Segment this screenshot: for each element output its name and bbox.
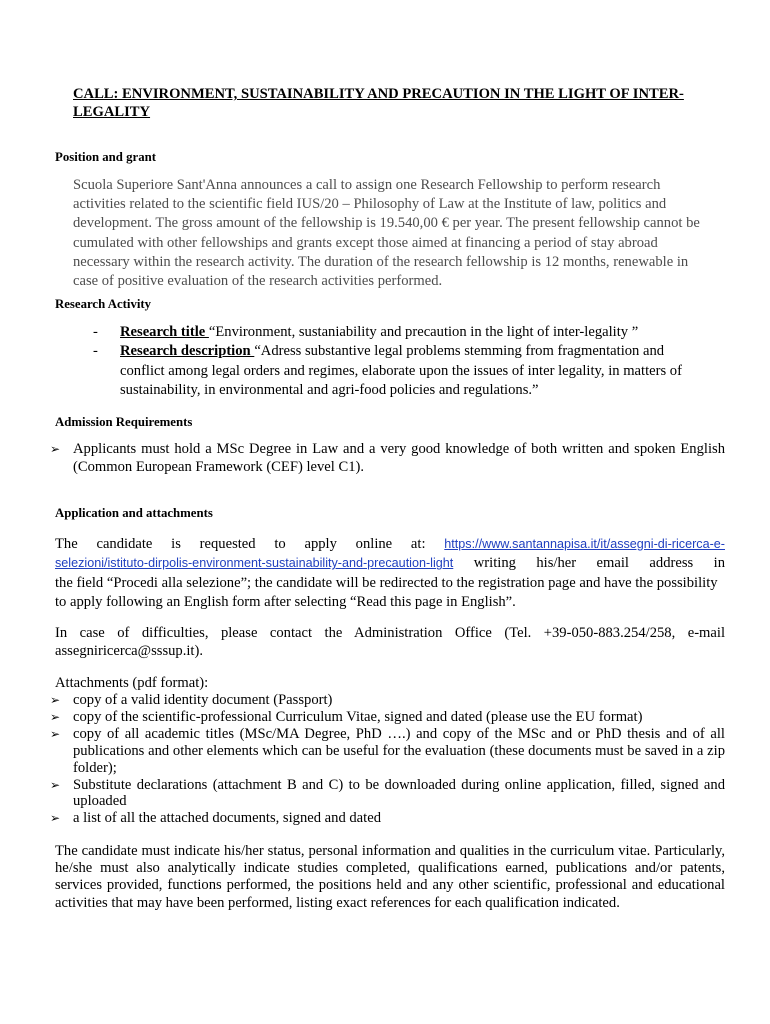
attachment-item	[50, 709, 725, 726]
attachments-list	[50, 692, 725, 827]
heading-admission-requirements: Admission Requirements	[55, 415, 193, 429]
application-link-part-2[interactable]: selezioni/istituto-dirpolis-environment-sustainability-and-precaution-light	[55, 556, 454, 571]
application-link-part-1[interactable]: https://www.santannapisa.it/it/assegni-di-ricerca-e-	[444, 537, 725, 551]
dash-marker: -	[93, 324, 98, 340]
attachment-item	[50, 777, 725, 811]
attachment-item	[50, 692, 725, 709]
application-after-link-text: writing his/her email address in	[453, 555, 725, 572]
admission-item-text: Applicants must hold a MSc Degree in Law and a very good knowledge of both written and spoken English (Common European Framework (CEF) level C1).	[73, 441, 725, 475]
arrow-bullet-icon: ➢	[50, 709, 61, 724]
research-activity-list	[93, 323, 693, 400]
application-intro-text: The candidate is requested to apply online at:	[55, 536, 426, 552]
difficulties-paragraph: In case of difficulties, please contact the Administration Office (Tel. +39-050-883.254/258, e-mail assegniricerca@sssup.it).	[55, 625, 725, 659]
document-title: CALL: ENVIRONMENT, SUSTAINABILITY AND PRECAUTION IN THE LIGHT OF INTER-LEGALITY	[73, 86, 684, 120]
attachment-item-text: copy of a valid identity document (Passport)	[73, 692, 333, 708]
heading-research-activity: Research Activity	[55, 297, 152, 311]
arrow-bullet-icon: ➢	[50, 442, 61, 456]
research-title-label: Research title	[120, 324, 209, 340]
closing-paragraph: The candidate must indicate his/her status, personal information and qualities in the curriculum vitae. Particularly, he/she must also analytically indicate studies completed, qualifications earned, publications and/or patents, services provided, functions performed, the positions held and any other scientific, professional and educational activities that may have been performed, listing exact references for each qualification indicated.	[55, 843, 725, 911]
attachment-item	[50, 726, 725, 777]
research-title-text: “Environment, sustaniability and precaution in the light of inter-legality ”	[208, 324, 639, 340]
arrow-bullet-icon: ➢	[50, 693, 61, 707]
attachment-item-text: a list of all the attached documents, signed and dated	[73, 810, 381, 827]
application-line-rest: the field “Procedi alla selezione”; the candidate will be redirected to the registration page and have the possibility to apply following an English form after selecting “Read this page in English”.	[55, 574, 718, 611]
research-description-text: “Adress substantive legal problems stemming from fragmentation and conflict among legal orders and regimes, elaborate upon the issues of inter legality, in matters of sustainability, in environmental and agri-food policies and regulations.”	[120, 343, 682, 398]
attachment-item	[50, 810, 725, 827]
arrow-bullet-icon: ➢	[50, 811, 61, 826]
attachment-item-text: copy of all academic titles (MSc/MA Degree, PhD ….) and copy of the MSc and or PhD thesis and of all publications and other elements which can be useful for the evaluation (these documents must be saved in a zip folder);	[73, 725, 725, 776]
admission-list	[50, 441, 725, 476]
admission-item	[50, 441, 725, 476]
research-title-item	[93, 323, 693, 342]
application-instructions	[55, 535, 725, 613]
arrow-bullet-icon: ➢	[50, 777, 61, 792]
attachments-label: Attachments (pdf format):	[55, 675, 209, 691]
heading-position-grant: Position and grant	[55, 150, 156, 164]
arrow-bullet-icon: ➢	[50, 726, 61, 741]
application-line-2	[55, 554, 725, 573]
attachment-item-text: copy of the scientific-professional Curriculum Vitae, signed and dated (please use the EU format)	[73, 708, 643, 725]
research-description-label: Research description	[120, 343, 255, 360]
attachment-item-text: Substitute declarations (attachment B and C) to be downloaded during online application, filled, signed and uploaded	[73, 776, 725, 810]
application-line-1	[55, 535, 725, 554]
dash-marker: -	[93, 343, 98, 360]
research-description-item	[93, 342, 693, 400]
position-grant-paragraph: Scuola Superiore Sant'Anna announces a call to assign one Research Fellowship to perform research activities related to the scientific field IUS/20 – Philosophy of Law at the Institute of law, politics and development. The gross amount of the fellowship is 19.540,00 € per year. The present fellowship cannot be cumulated with other fellowships and grants except those aimed at financing a period of stay abroad necessary within the research activity. The duration of the research fellowship is 12 months, renewable in case of positive evaluation of the research activities performed.	[73, 177, 700, 290]
heading-application: Application and attachments	[55, 506, 213, 520]
